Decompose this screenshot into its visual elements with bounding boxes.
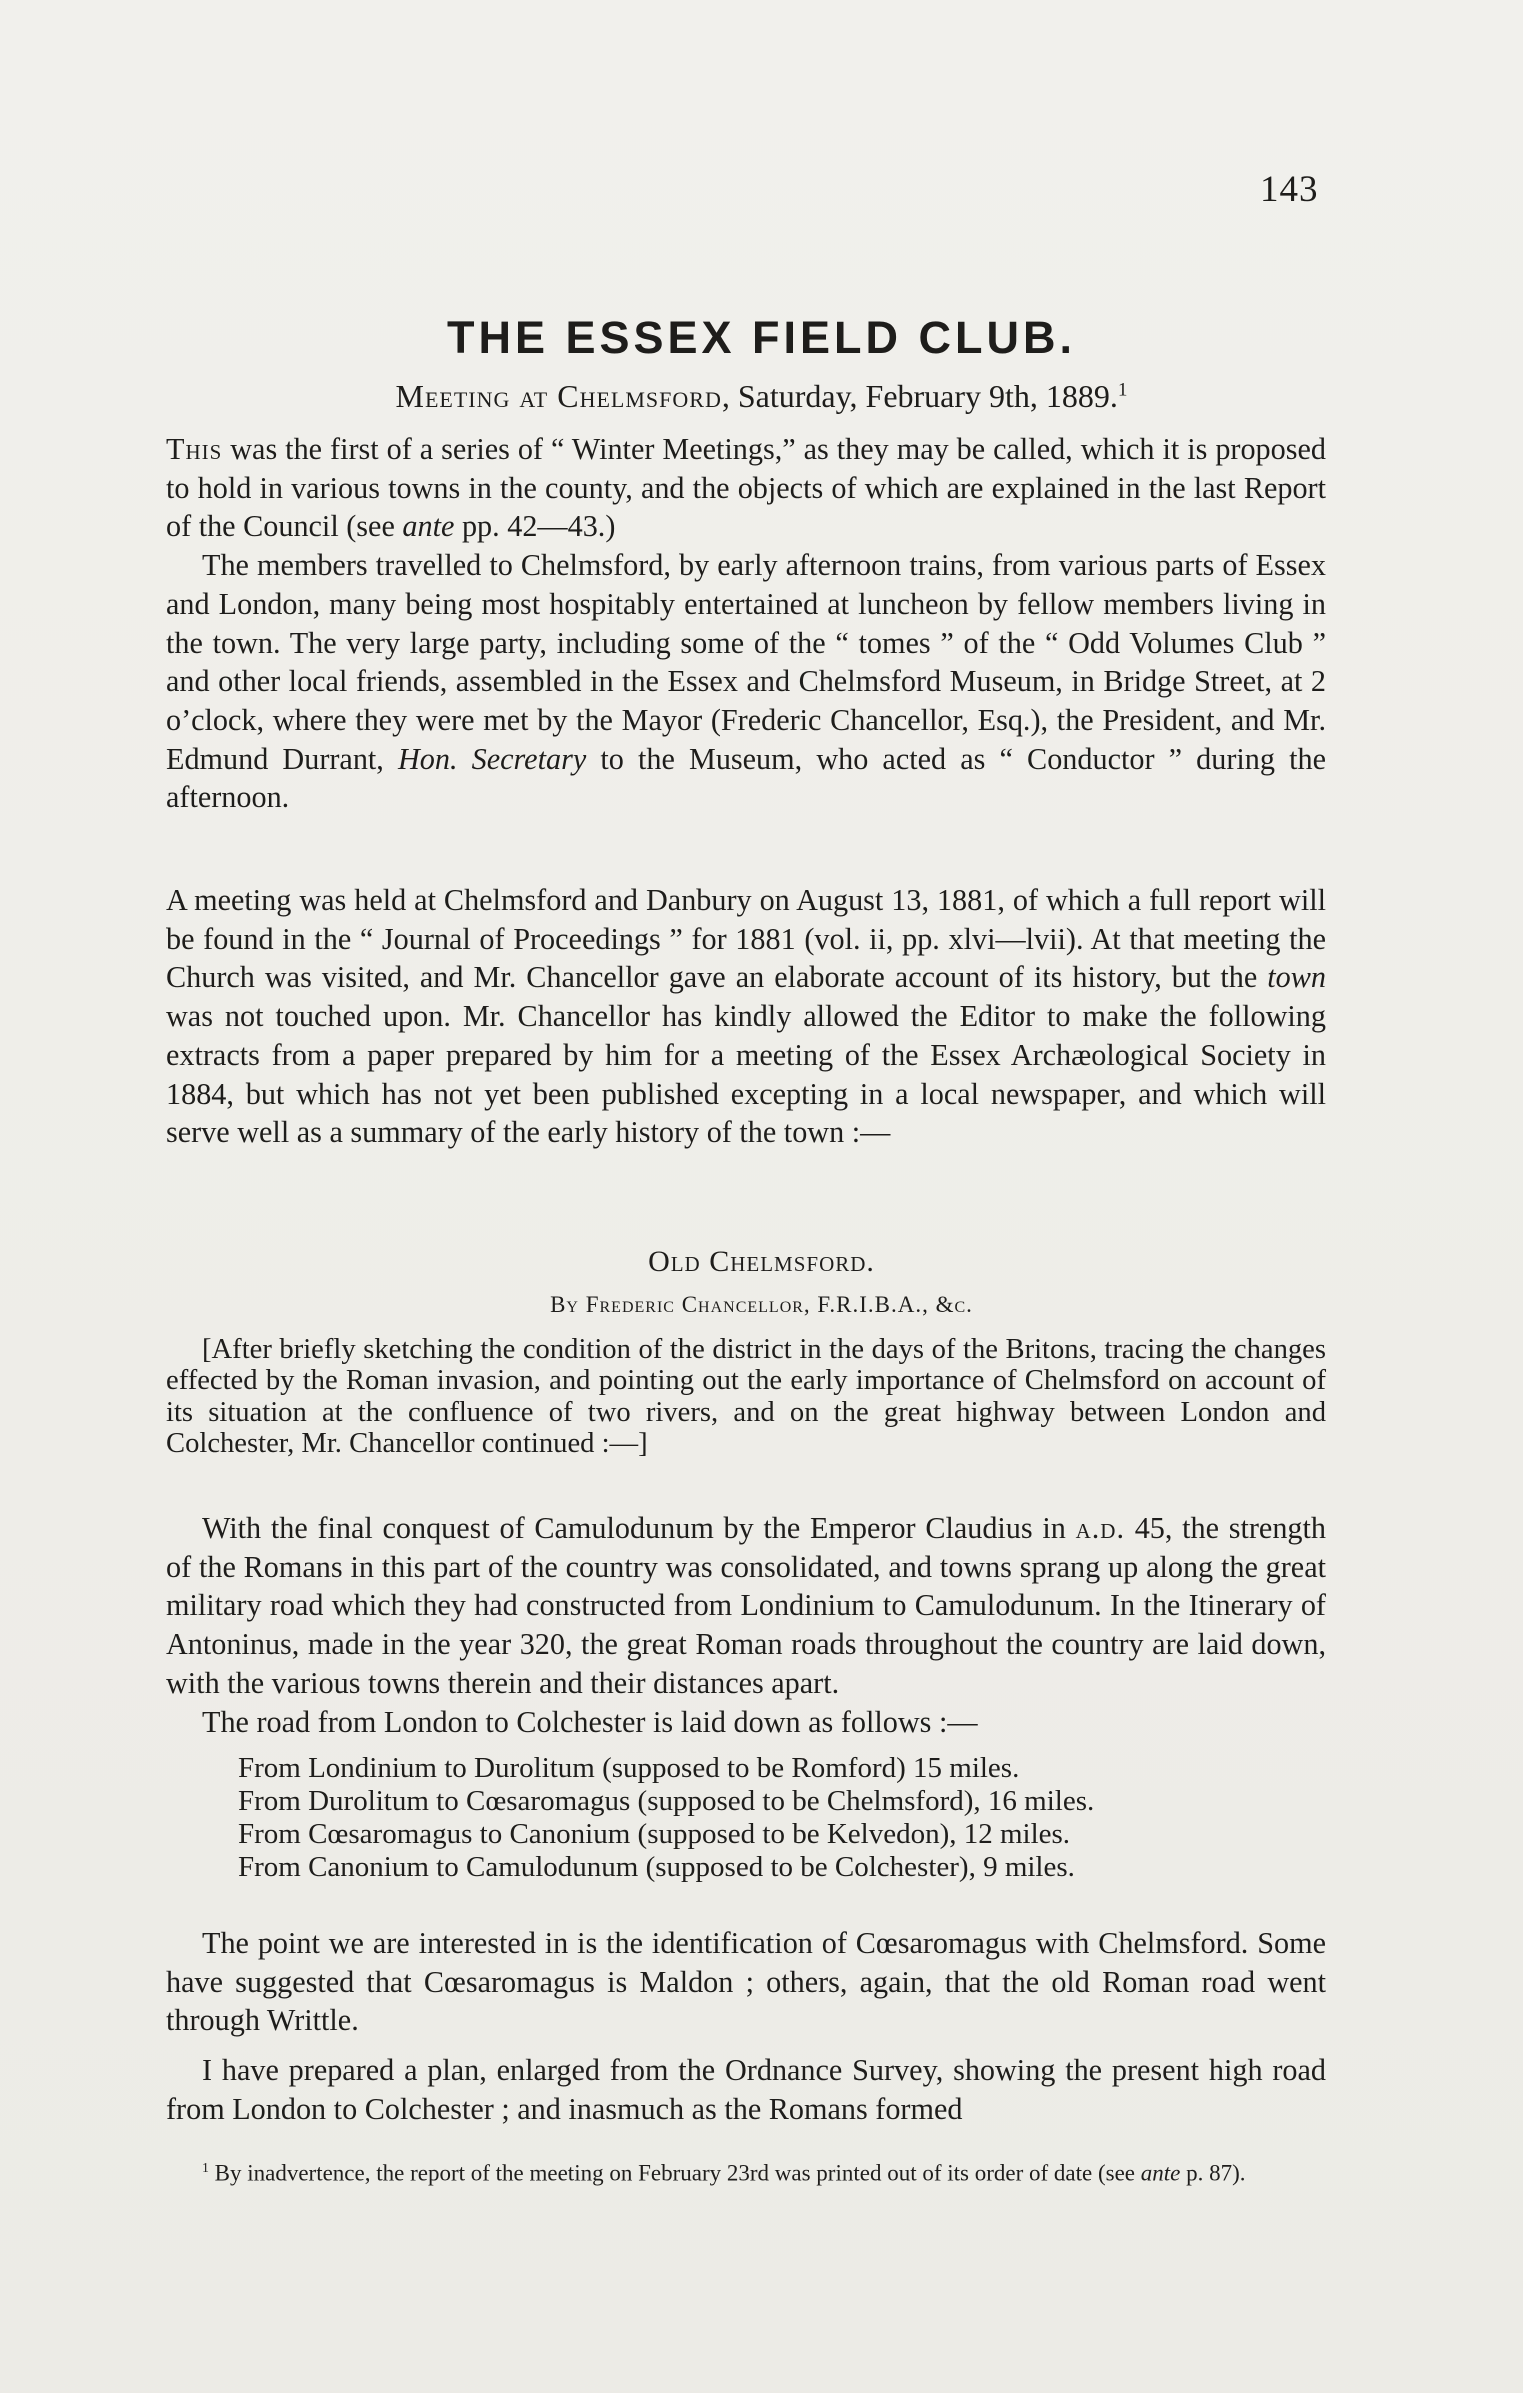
section-previous-meeting xyxy=(166,881,1326,1152)
paragraph xyxy=(166,546,1326,817)
footnote-text xyxy=(166,2155,1326,2187)
footnote-body: p. 87). xyxy=(1180,2160,1246,2186)
footnote xyxy=(166,2155,1326,2187)
article-subheading: Old Chelmsford. xyxy=(648,1245,875,1278)
paragraph xyxy=(166,1509,1326,1703)
paragraph-text: was not touched upon. Mr. Chancellor has kindly allowed the Editor to make the following extracts from a paper prepared by him for a meeting of the Essex Archæological Society in 1884, but which has not yet been published excepting in a local newspaper, and which will serve well as a summary of the early history of the town :— xyxy=(166,999,1326,1150)
italic-ante: ante xyxy=(1140,2160,1181,2186)
italic-hon-secretary: Hon. Secretary xyxy=(398,741,587,776)
editorial-note xyxy=(166,1334,1326,1459)
paragraph-text: pp. 42—43.) xyxy=(454,509,616,544)
footnote-mark: 1 xyxy=(202,2160,209,2175)
paragraph-text: The members travelled to Chelmsford, by early afternoon trains, from various parts of Essex and London, many being most hospitably entertained at luncheon by fellow members living in the town. The very large party, including some of the “ tomes ” of the “ Odd Volumes Club ” and other local friends, assembled in the Essex and Chelmsford Museum, in Bridge Street, at 2 o’clock, where they were met by the Mayor (Frederic Chancellor, Esq.), the President, and Mr. Edmund Durrant, xyxy=(166,548,1326,776)
route-list xyxy=(238,1752,1326,1883)
paragraph-text: A meeting was held at Chelmsford and Danbury on August 13, 1881, of which a full report will be found in the “ Journal of Proceedings ” for 1881 (vol. ii, pp. xlvi—lvii). At that meeting the Church was visited, and Mr. Chancellor gave an elaborate account of its history, but the xyxy=(166,883,1326,995)
route-item: From Canonium to Camulodunum (supposed to be Colchester), 9 miles. xyxy=(238,1850,1075,1883)
page-number: 143 xyxy=(1260,169,1319,210)
italic-ante: ante xyxy=(402,509,455,544)
paragraph xyxy=(166,881,1326,1152)
meeting-heading xyxy=(0,378,1523,415)
paragraph-lead-word: This xyxy=(166,432,223,466)
paragraph-text: With the final conquest of Camulodunum by the Emperor Claudius in xyxy=(202,1511,1076,1545)
page-title: THE ESSEX FIELD CLUB. xyxy=(446,312,1077,363)
footnote-reference: 1 xyxy=(1117,379,1128,401)
meeting-label: Meeting at Chelmsford xyxy=(395,378,722,414)
ad-abbreviation: a.d. xyxy=(1075,1511,1125,1545)
meeting-date: , Saturday, February 9th, 1889. xyxy=(721,378,1118,414)
italic-town: town xyxy=(1267,960,1326,995)
route-item: From Londinium to Durolitum (supposed to be Romford) 15 miles. xyxy=(238,1752,1020,1785)
route-item: From Cœsaromagus to Canonium (supposed to be Kelvedon), 12 miles. xyxy=(238,1817,1071,1850)
paragraph-text: to the Museum, who acted as “ Conductor ” during the afternoon. xyxy=(166,741,1326,815)
section-roman-roads xyxy=(166,1509,1326,1897)
paragraph: The road from London to Colchester is laid down as follows :— xyxy=(202,1704,978,1739)
route-item: From Durolitum to Cœsaromagus (supposed to be Chelmsford), 16 miles. xyxy=(238,1785,1095,1818)
editorial-note-text: [After briefly sketching the condition of the district in the days of the Britons, tracing the changes effected by the Roman invasion, and pointing out the early importance of Chelmsford on account of its situation at the confluence of two rivers, and on the great highway between London and Colchester, Mr. Chancellor continued :—] xyxy=(166,1334,1326,1459)
paragraph-text: 45, the strength of the Romans in this part of the country was consolidated, and towns sprang up along the great military road which they had constructed from Londinium to Camulodunum. In the Itinerary of Antoninus, made in the year 320, the great Roman roads throughout the country are laid down, with the various towns therein and their distances apart. xyxy=(166,1511,1326,1700)
footnote-body: By inadvertence, the report of the meeting on February 23rd was printed out of its order of date (see xyxy=(208,2160,1141,2186)
article-byline: By Frederic Chancellor, F.R.I.B.A., &c. xyxy=(550,1292,973,1317)
paragraph xyxy=(166,430,1326,546)
section-meeting-report xyxy=(166,430,1326,817)
paragraph: I have prepared a plan, enlarged from the Ordnance Survey, showing the present high road from London to Colchester ; and inasmuch as the Romans formed xyxy=(166,2053,1326,2126)
paragraph: The point we are interested in is the identification of Cœsaromagus with Chelmsford. Some have suggested that Cœsaromagus is Maldon ; others, again, that the old Roman road went through Writtle. xyxy=(166,1926,1326,2038)
section-identification xyxy=(166,1924,1326,2129)
paragraph-text: was the first of a series of “ Winter Meetings,” as they may be called, which it is proposed to hold in various towns in the county, and the objects of which are explained in the last Report of the Council (see xyxy=(166,432,1326,544)
